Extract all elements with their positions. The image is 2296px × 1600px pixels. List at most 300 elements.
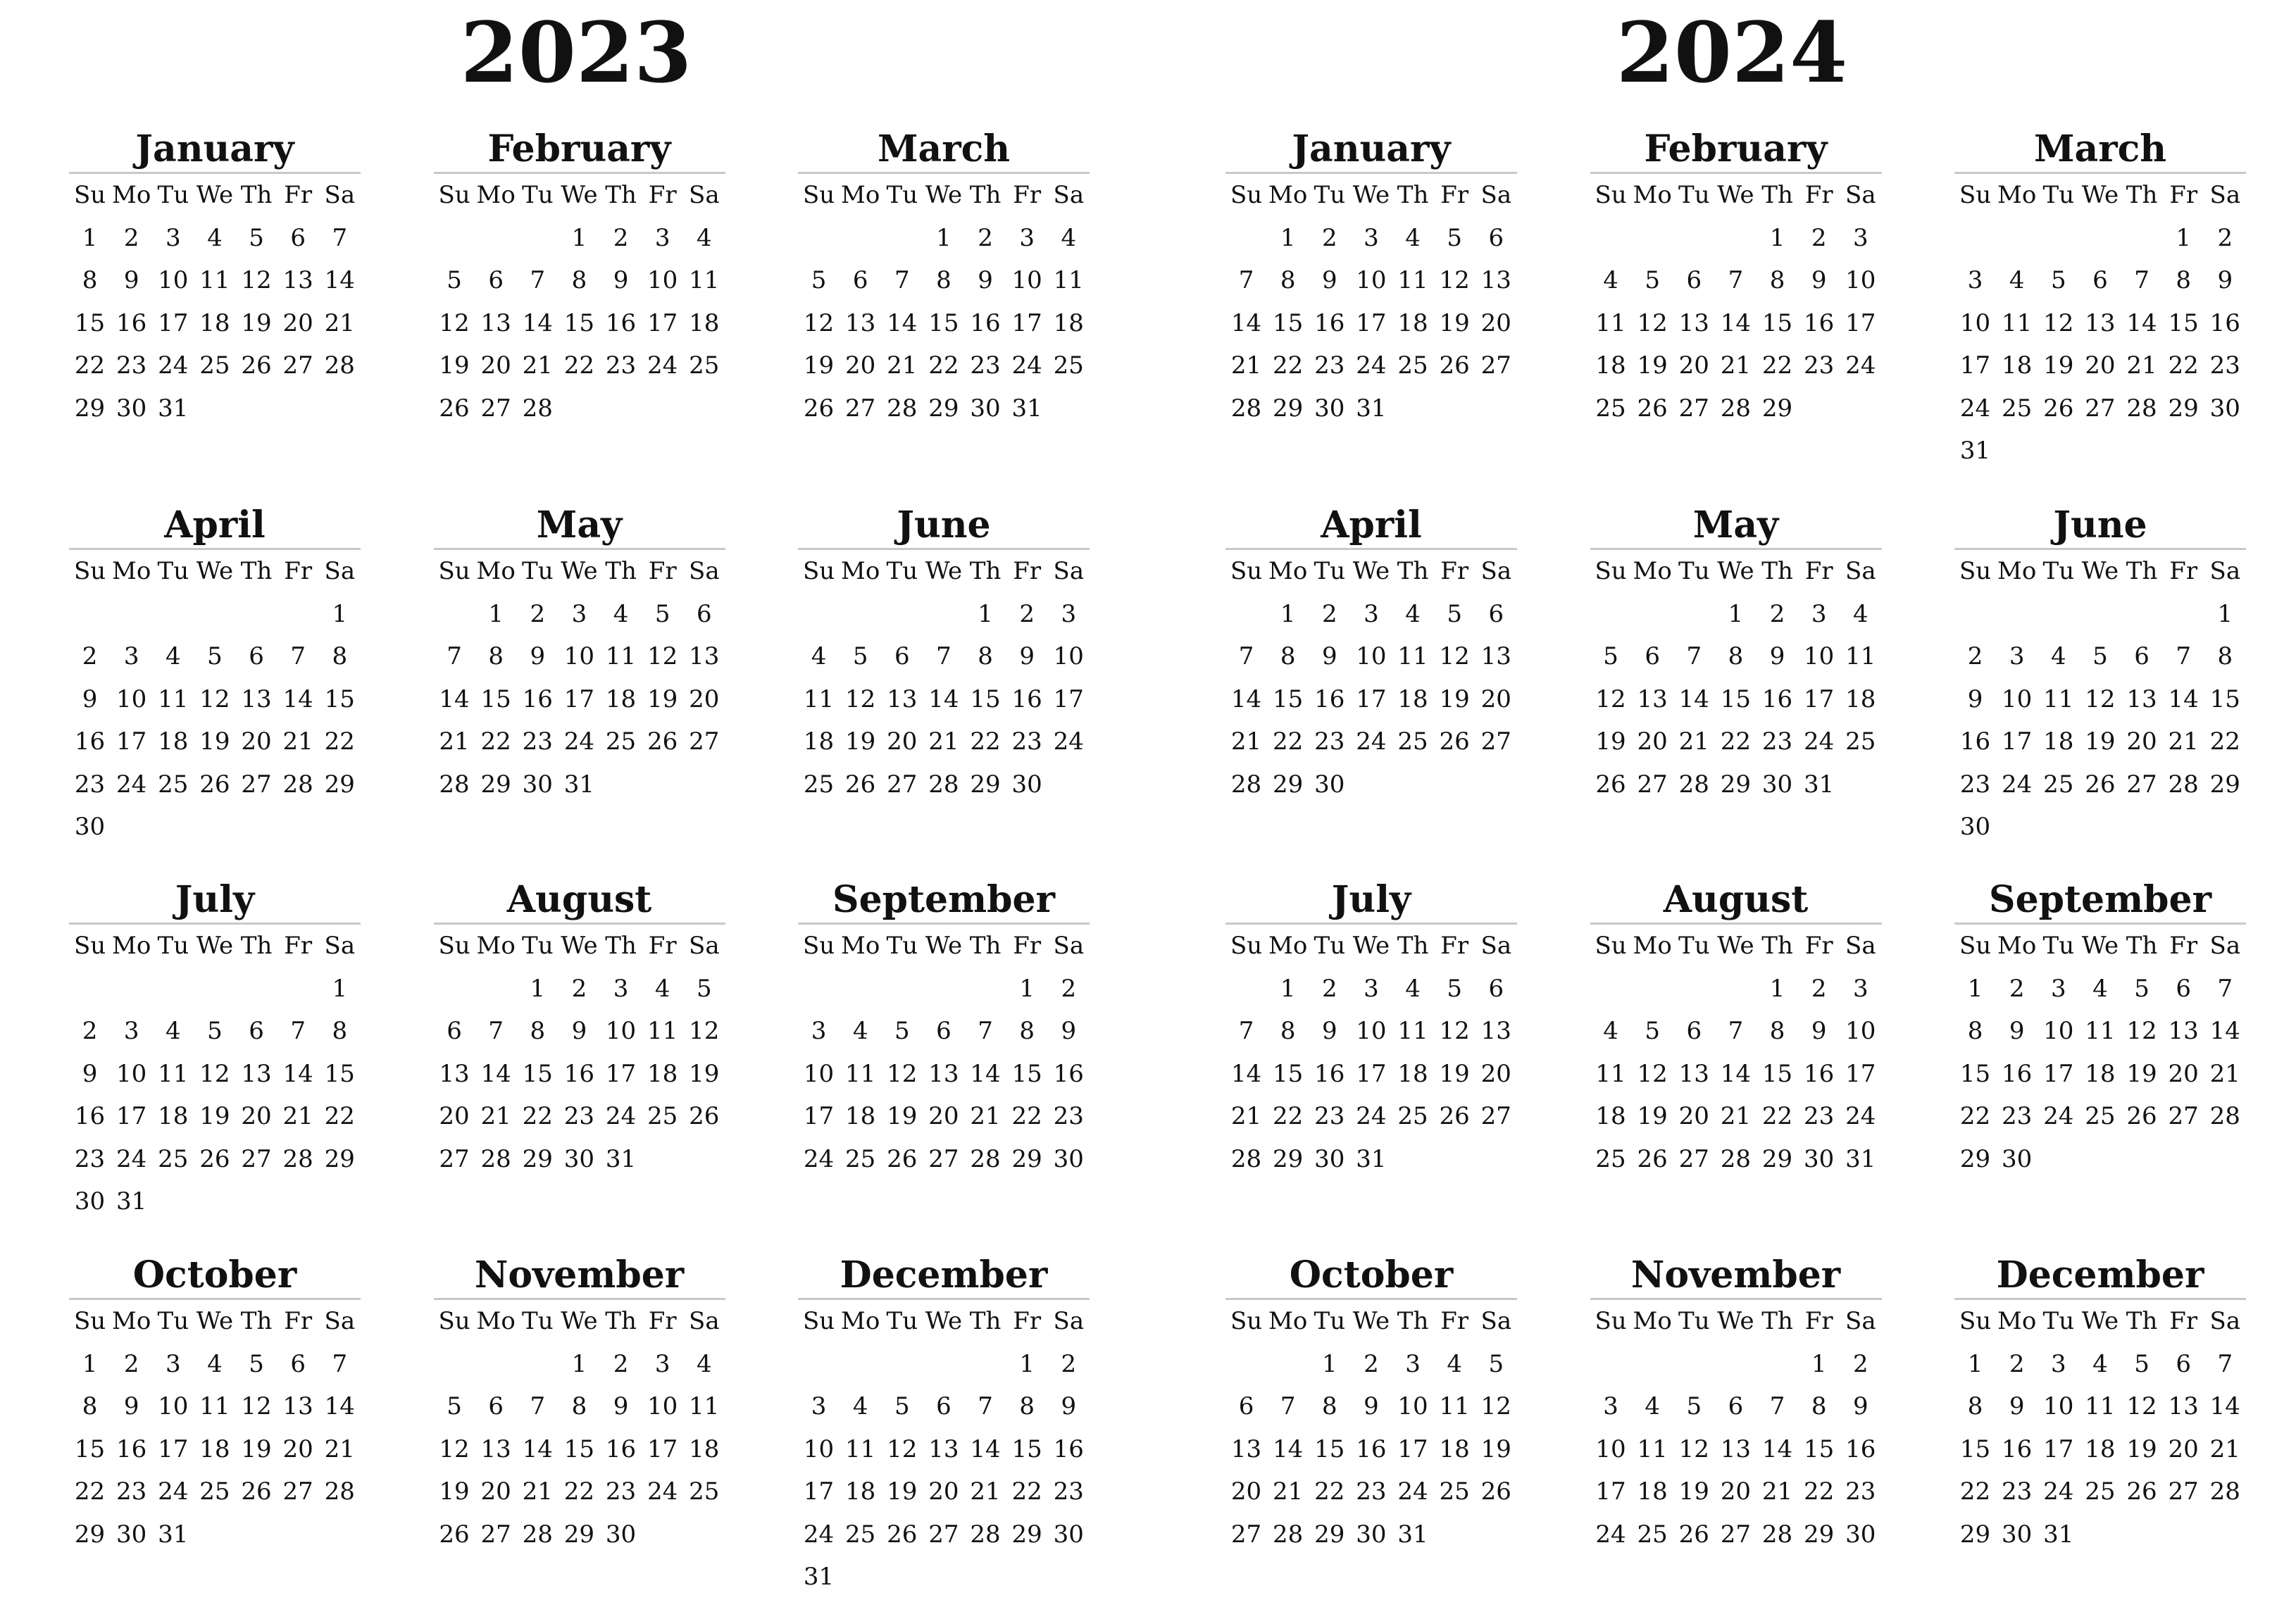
month-name: August [434,877,725,925]
day-cell: 25 [1053,351,1084,380]
day-cell: 20 [1637,727,1668,756]
day-cell: 12 [2085,685,2116,713]
day-cell: 16 [1804,1059,1835,1088]
day-cell: 17 [158,1435,189,1463]
day-cell: 17 [1356,685,1387,713]
day-grid [69,550,361,849]
day-grid [1225,550,1517,806]
weekday-header: Sa [2209,557,2241,585]
empty-day-cell [2079,217,2121,260]
day-cell: 7 [1769,1392,1785,1420]
day-cell: 27 [480,394,511,423]
day-cell: 3 [123,1017,139,1045]
day-cell: 18 [199,1435,230,1463]
day-cell: 31 [158,1520,189,1549]
day-cell: 21 [970,1102,1001,1130]
day-cell: 13 [928,1435,959,1463]
day-grid [434,925,725,1180]
day-cell: 20 [2168,1059,2199,1088]
day-cell: 30 [1314,1144,1345,1173]
weekday-header: Mo [1997,1307,2037,1335]
day-cell: 5 [1603,642,1618,670]
day-cell: 5 [1645,266,1660,294]
day-cell: 21 [324,308,355,337]
weekday-header: We [196,932,234,960]
empty-day-cell [923,593,964,636]
day-cell: 31 [1397,1520,1428,1549]
weekday-header: Tu [157,181,189,209]
day-cell: 8 [1019,1017,1035,1045]
weekday-header: Su [73,932,106,960]
day-cell: 27 [928,1520,959,1549]
weekday-header: Th [605,557,637,585]
day-cell: 30 [1053,1144,1084,1173]
day-cell: 25 [845,1520,876,1549]
day-cell: 16 [522,685,553,713]
day-cell: 23 [605,351,637,380]
day-cell: 22 [1011,1102,1042,1130]
weekday-header: Mo [841,181,880,209]
empty-day-cell [194,593,235,636]
empty-day-cell [1673,968,1715,1011]
day-cell: 27 [689,727,720,756]
weekday-header: Mo [1633,557,1672,585]
day-cell: 8 [1321,1392,1337,1420]
day-cell: 30 [1314,770,1345,799]
day-grid [69,925,361,1223]
weekday-header: Mo [1997,181,2037,209]
day-cell: 11 [1053,266,1084,294]
weekday-header: Tu [1678,1307,1710,1335]
weekday-header: Sa [1845,181,1876,209]
day-cell: 18 [1595,1102,1626,1130]
day-cell: 26 [1439,727,1470,756]
month-september-2024 [1954,877,2246,1180]
day-cell: 7 [978,1017,993,1045]
day-cell: 27 [1480,1102,1511,1130]
day-cell: 2 [82,1017,98,1045]
empty-day-cell [840,968,881,1011]
weekday-header: Th [2126,557,2158,585]
day-cell: 11 [845,1435,876,1463]
weekday-header: Tu [886,181,918,209]
day-cell: 16 [605,308,637,337]
month-june-2023 [798,503,1090,806]
day-cell: 28 [282,770,313,799]
day-cell: 23 [116,351,147,380]
day-cell: 30 [1011,770,1042,799]
day-cell: 10 [605,1017,637,1045]
weekday-header: Th [240,181,273,209]
day-cell: 23 [2002,1477,2033,1506]
day-cell: 28 [439,770,470,799]
day-cell: 29 [2209,770,2240,799]
weekday-header: Mo [112,557,151,585]
day-cell: 17 [1804,685,1835,713]
day-cell: 28 [1230,770,1262,799]
month-name: December [798,1253,1090,1300]
day-cell: 19 [199,1102,230,1130]
day-grid [1590,174,1882,430]
month-name: October [69,1253,361,1300]
day-cell: 3 [1811,599,1827,628]
day-cell: 9 [1061,1017,1077,1045]
weekday-header: Mo [841,557,880,585]
day-cell: 8 [571,266,587,294]
day-cell: 12 [845,685,876,713]
weekday-header: Fr [648,181,677,209]
day-cell: 4 [852,1017,868,1045]
day-cell: 24 [2043,1102,2074,1130]
day-cell: 13 [241,1059,272,1088]
day-cell: 25 [647,1102,678,1130]
day-cell: 12 [439,1435,470,1463]
day-cell: 25 [2085,1102,2116,1130]
day-cell: 5 [447,1392,462,1420]
day-cell: 2 [1061,1349,1077,1378]
day-cell: 17 [605,1059,637,1088]
day-cell: 5 [894,1017,910,1045]
day-cell: 30 [1804,1144,1835,1173]
weekday-header: Su [1230,932,1263,960]
day-cell: 29 [324,770,355,799]
day-cell: 15 [1273,685,1304,713]
weekday-header: We [561,557,598,585]
day-cell: 22 [74,1477,106,1506]
day-cell: 12 [803,308,835,337]
day-cell: 1 [82,1349,98,1378]
day-cell: 22 [324,727,355,756]
empty-day-cell [2121,593,2163,636]
month-name: September [1954,877,2246,925]
weekday-header: Th [240,557,273,585]
empty-day-cell [1954,217,1996,260]
day-cell: 21 [1720,1102,1752,1130]
day-grid [1590,1300,1882,1556]
day-cell: 17 [1397,1435,1428,1463]
day-cell: 27 [439,1144,470,1173]
empty-day-cell [434,1343,475,1386]
day-cell: 11 [647,1017,678,1045]
month-july-2024 [1225,877,1517,1180]
day-cell: 1 [1769,974,1785,1003]
day-cell: 5 [2050,266,2066,294]
day-cell: 13 [887,685,918,713]
day-cell: 13 [1720,1435,1752,1463]
weekday-header: Tu [2042,1307,2075,1335]
day-cell: 6 [1728,1392,1744,1420]
day-cell: 16 [1011,685,1042,713]
weekday-header: Fr [1804,1307,1833,1335]
empty-day-cell [881,1343,923,1386]
day-cell: 16 [1314,308,1345,337]
weekday-header: Sa [1845,557,1876,585]
day-cell: 30 [74,1187,106,1215]
day-cell: 25 [199,1477,230,1506]
day-cell: 4 [1405,223,1421,252]
day-cell: 12 [887,1059,918,1088]
day-cell: 29 [324,1144,355,1173]
day-cell: 26 [1439,351,1470,380]
day-cell: 16 [1845,1435,1876,1463]
empty-day-cell [1267,1343,1309,1386]
weekday-header: Fr [1013,181,1042,209]
empty-day-cell [965,968,1006,1011]
day-cell: 9 [1019,642,1035,670]
day-cell: 17 [158,308,189,337]
day-cell: 28 [324,1477,355,1506]
day-cell: 1 [978,599,993,628]
day-cell: 5 [894,1392,910,1420]
day-cell: 30 [1845,1520,1876,1549]
empty-day-cell [840,593,881,636]
day-cell: 15 [2209,685,2240,713]
day-cell: 21 [282,727,313,756]
day-cell: 20 [480,351,511,380]
weekday-header: We [1717,932,1754,960]
empty-day-cell [69,593,111,636]
day-cell: 13 [480,1435,511,1463]
day-cell: 5 [1686,1392,1702,1420]
day-cell: 16 [1314,1059,1345,1088]
day-cell: 13 [1480,266,1511,294]
day-cell: 7 [290,1017,306,1045]
day-cell: 18 [689,308,720,337]
day-cell: 6 [1488,599,1504,628]
day-cell: 2 [2009,1349,2025,1378]
day-cell: 21 [1273,1477,1304,1506]
weekday-header: Tu [522,557,554,585]
weekday-header: Su [802,1307,835,1335]
weekday-header: Fr [648,1307,677,1335]
day-cell: 13 [480,308,511,337]
day-cell: 7 [2134,266,2150,294]
day-cell: 7 [488,1017,504,1045]
day-cell: 1 [1769,223,1785,252]
empty-day-cell [1954,593,1996,636]
weekday-header: Tu [1678,557,1710,585]
empty-day-cell [475,217,517,260]
day-cell: 19 [647,685,678,713]
day-cell: 9 [1321,266,1337,294]
day-cell: 1 [1967,974,1983,1003]
day-cell: 25 [689,1477,720,1506]
day-cell: 1 [1280,223,1296,252]
day-cell: 21 [970,1477,1001,1506]
day-cell: 6 [249,642,264,670]
day-cell: 18 [158,727,189,756]
day-cell: 22 [563,351,595,380]
day-cell: 22 [1273,351,1304,380]
month-name: January [1225,127,1517,174]
day-cell: 14 [1230,685,1262,713]
day-cell: 21 [2126,351,2157,380]
day-cell: 13 [439,1059,470,1088]
weekday-header: Su [802,557,835,585]
month-august-2023 [434,877,725,1180]
day-cell: 6 [1488,974,1504,1003]
day-cell: 8 [332,1017,348,1045]
day-cell: 1 [2217,599,2233,628]
day-cell: 23 [1804,351,1835,380]
weekday-header: Th [605,1307,637,1335]
day-cell: 29 [74,394,106,423]
day-cell: 18 [845,1102,876,1130]
day-cell: 13 [689,642,720,670]
empty-day-cell [1590,593,1632,636]
day-cell: 27 [928,1144,959,1173]
day-cell: 17 [1959,351,1991,380]
day-cell: 2 [1321,974,1337,1003]
day-grid [798,925,1090,1180]
weekday-header: Th [969,932,1002,960]
day-cell: 23 [1761,727,1793,756]
weekday-header: Tu [157,932,189,960]
day-cell: 3 [123,642,139,670]
empty-day-cell [236,593,277,636]
day-cell: 17 [803,1102,835,1130]
day-cell: 1 [571,223,587,252]
weekday-header: Su [438,932,470,960]
day-cell: 25 [1439,1477,1470,1506]
weekday-header: Su [1595,1307,1627,1335]
empty-day-cell [1590,968,1632,1011]
day-cell: 13 [1637,685,1668,713]
weekday-header: Su [73,1307,106,1335]
empty-day-cell [517,217,559,260]
weekday-header: We [1717,1307,1754,1335]
weekday-header: Fr [2169,181,2198,209]
day-cell: 26 [2043,394,2074,423]
day-cell: 18 [1595,351,1626,380]
day-cell: 30 [1053,1520,1084,1549]
day-cell: 23 [2002,1102,2033,1130]
day-cell: 29 [2168,394,2199,423]
day-cell: 15 [1720,685,1752,713]
day-cell: 24 [1804,727,1835,756]
day-cell: 17 [803,1477,835,1506]
empty-day-cell [434,593,475,636]
month-december-2023 [798,1253,1090,1599]
day-grid [69,1300,361,1556]
weekday-header: Tu [1314,932,1346,960]
month-august-2024 [1590,877,1882,1180]
day-cell: 31 [803,1563,835,1591]
day-cell: 3 [654,1349,670,1378]
day-cell: 9 [1811,1017,1827,1045]
day-cell: 17 [1595,1477,1626,1506]
month-name: March [1954,127,2246,174]
day-cell: 20 [480,1477,511,1506]
day-cell: 21 [522,351,553,380]
day-cell: 30 [2002,1144,2033,1173]
day-cell: 5 [2134,974,2150,1003]
day-cell: 12 [1637,308,1668,337]
day-cell: 27 [1230,1520,1262,1549]
day-cell: 13 [282,266,313,294]
day-cell: 28 [1720,1144,1752,1173]
day-cell: 27 [845,394,876,423]
day-cell: 14 [522,308,553,337]
day-cell: 23 [1314,1102,1345,1130]
day-cell: 1 [82,223,98,252]
weekday-header: Tu [157,557,189,585]
day-cell: 1 [332,974,348,1003]
weekday-header: Mo [112,932,151,960]
day-cell: 30 [2209,394,2240,423]
day-cell: 4 [1405,599,1421,628]
month-november-2023 [434,1253,725,1556]
day-cell: 7 [530,266,546,294]
day-cell: 19 [439,1477,470,1506]
day-cell: 22 [1761,351,1793,380]
day-cell: 22 [74,351,106,380]
day-cell: 2 [1321,223,1337,252]
day-cell: 30 [1761,770,1793,799]
weekday-header: Su [1595,181,1627,209]
weekday-header: Tu [886,557,918,585]
day-cell: 4 [2092,974,2108,1003]
day-cell: 21 [1230,351,1262,380]
day-cell: 9 [571,1017,587,1045]
day-cell: 10 [1356,266,1387,294]
day-cell: 21 [1230,1102,1262,1130]
day-cell: 31 [1356,1144,1387,1173]
empty-day-cell [1590,217,1632,260]
day-cell: 19 [1439,685,1470,713]
weekday-header: Sa [1053,1307,1085,1335]
day-cell: 9 [1769,642,1785,670]
day-cell: 6 [1645,642,1660,670]
day-cell: 26 [439,1520,470,1549]
weekday-header: Tu [2042,932,2075,960]
weekday-header: Sa [1480,932,1512,960]
day-cell: 26 [1439,1102,1470,1130]
day-cell: 30 [1314,394,1345,423]
weekday-header: Mo [1997,932,2037,960]
empty-day-cell [111,593,152,636]
empty-day-cell [840,1343,881,1386]
day-cell: 16 [563,1059,595,1088]
day-cell: 3 [811,1392,827,1420]
day-cell: 2 [530,599,546,628]
day-cell: 28 [887,394,918,423]
day-cell: 15 [1959,1435,1991,1463]
day-cell: 25 [1845,727,1876,756]
month-name: February [1590,127,1882,174]
empty-day-cell [69,968,111,1011]
day-cell: 26 [241,1477,272,1506]
day-cell: 26 [1595,770,1626,799]
day-cell: 5 [207,1017,223,1045]
weekday-header: Mo [1268,932,1308,960]
day-cell: 12 [887,1435,918,1463]
day-cell: 17 [1356,308,1387,337]
day-cell: 13 [2168,1017,2199,1045]
day-cell: 22 [2209,727,2240,756]
month-may-2023 [434,503,725,806]
day-cell: 2 [1769,599,1785,628]
day-cell: 6 [1686,1017,1702,1045]
weekday-header: Th [969,1307,1002,1335]
weekday-header: Sa [1053,557,1085,585]
weekday-header: Tu [157,1307,189,1335]
day-cell: 9 [1321,1017,1337,1045]
day-cell: 10 [1397,1392,1428,1420]
day-cell: 25 [1595,1144,1626,1173]
day-cell: 28 [2126,394,2157,423]
weekday-header: We [561,181,598,209]
